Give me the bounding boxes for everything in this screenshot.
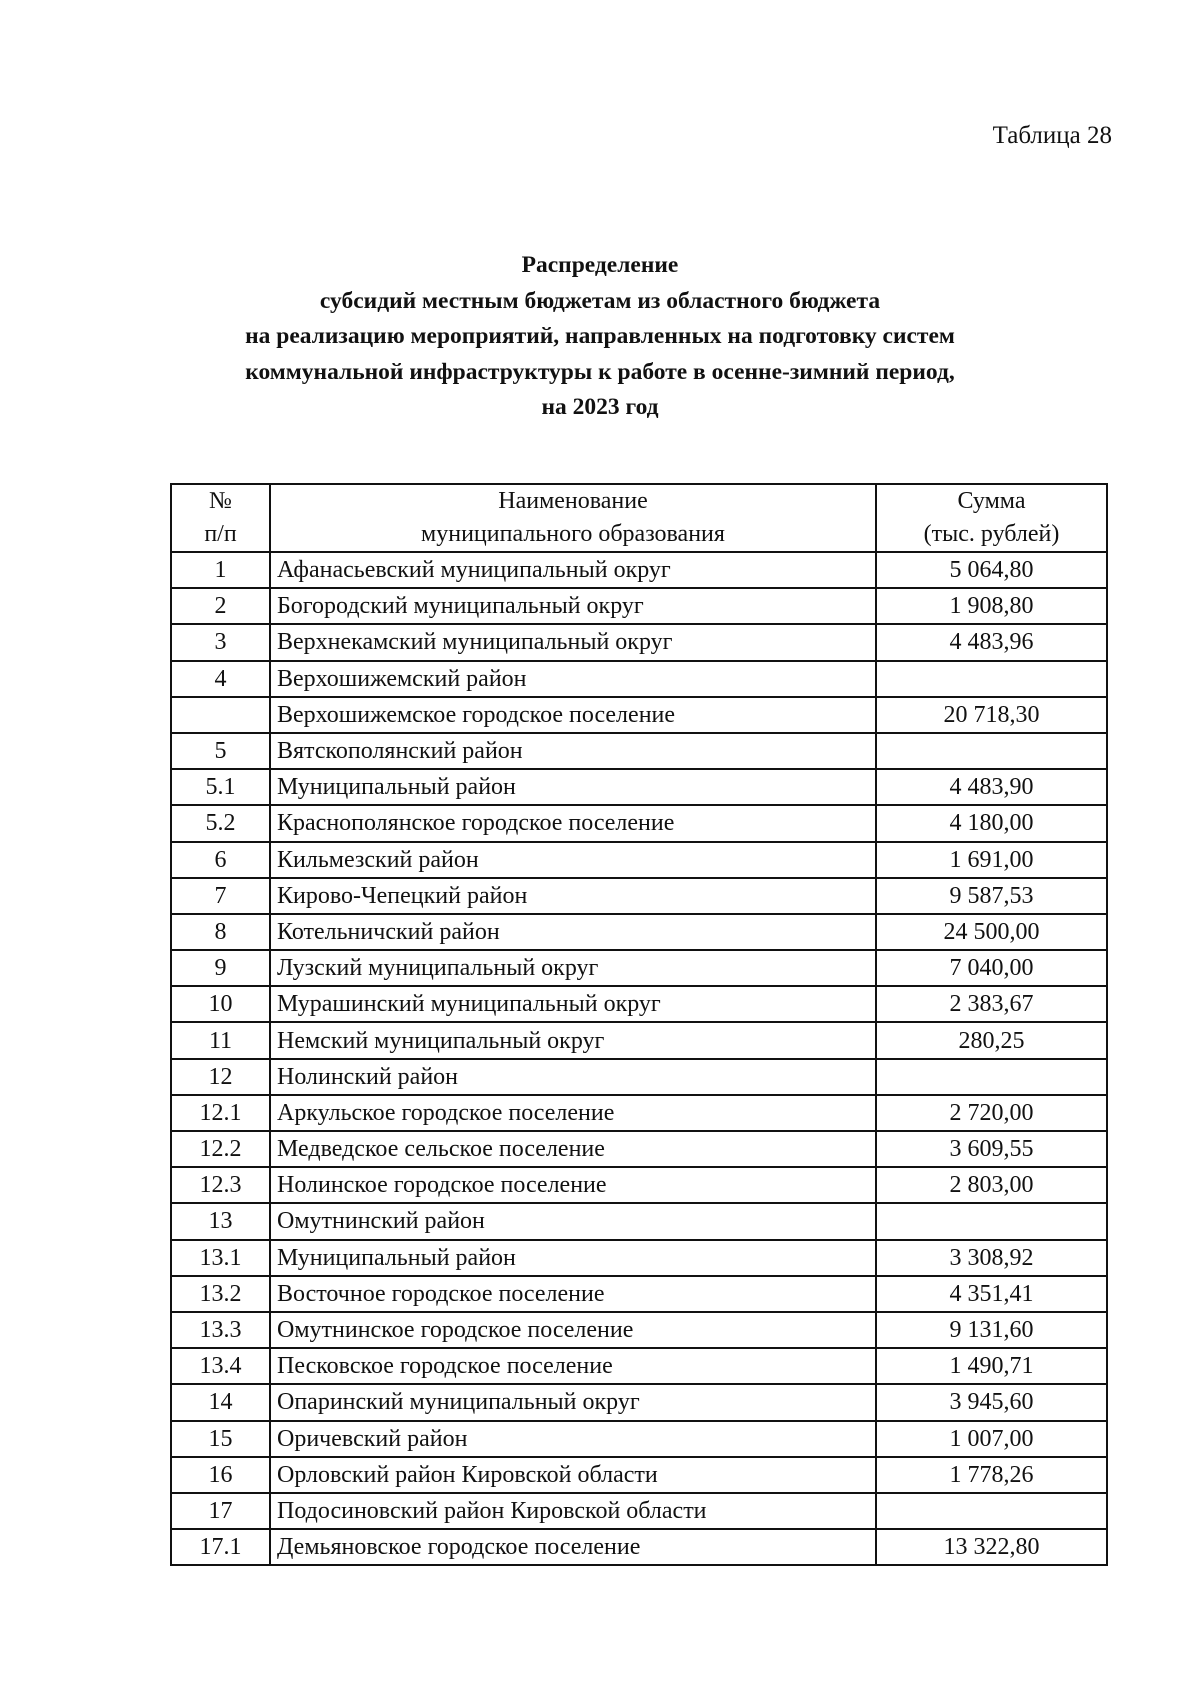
row-sum-cell: 5 064,80 (876, 552, 1107, 588)
table-body (171, 552, 1107, 1565)
row-number-cell: 13.1 (171, 1240, 270, 1276)
row-number-cell: 12 (171, 1059, 270, 1095)
row-name-cell: Мурашинский муниципальный округ (270, 986, 876, 1022)
row-number-cell: 11 (171, 1022, 270, 1058)
row-number-cell: 12.3 (171, 1167, 270, 1203)
table-row (171, 588, 1107, 624)
row-number-cell: 9 (171, 950, 270, 986)
row-number-cell: 17 (171, 1493, 270, 1529)
row-sum-cell: 4 180,00 (876, 805, 1107, 841)
row-number-cell: 5.1 (171, 769, 270, 805)
table-row (171, 1203, 1107, 1239)
row-name-cell: Оричевский район (270, 1421, 876, 1457)
row-name-cell: Омутнинское городское поселение (270, 1312, 876, 1348)
table-label: Таблица 28 (992, 122, 1112, 149)
row-sum-cell (876, 1493, 1107, 1529)
row-name-cell: Муниципальный район (270, 769, 876, 805)
row-sum-cell: 1 778,26 (876, 1457, 1107, 1493)
row-number-cell: 17.1 (171, 1529, 270, 1565)
row-name-cell: Песковское городское поселение (270, 1348, 876, 1384)
table-header-row (171, 484, 1107, 552)
subsidy-table (170, 483, 1108, 1566)
row-sum-cell: 3 308,92 (876, 1240, 1107, 1276)
table-row (171, 1457, 1107, 1493)
row-sum-cell (876, 1059, 1107, 1095)
row-sum-cell: 4 483,96 (876, 624, 1107, 660)
table-row (171, 769, 1107, 805)
table-row (171, 1167, 1107, 1203)
row-name-cell: Муниципальный район (270, 1240, 876, 1276)
table-row (171, 1421, 1107, 1457)
table-row (171, 805, 1107, 841)
row-number-cell: 14 (171, 1384, 270, 1420)
table-row (171, 914, 1107, 950)
table-row (171, 1095, 1107, 1131)
row-sum-cell: 4 483,90 (876, 769, 1107, 805)
row-name-cell: Лузский муниципальный округ (270, 950, 876, 986)
row-number-cell: 5.2 (171, 805, 270, 841)
row-name-cell: Афанасьевский муниципальный округ (270, 552, 876, 588)
row-number-cell: 6 (171, 842, 270, 878)
row-sum-cell: 2 720,00 (876, 1095, 1107, 1131)
table-row (171, 878, 1107, 914)
heading-line: Распределение (521, 252, 679, 278)
row-name-cell: Верхнекамский муниципальный округ (270, 624, 876, 660)
row-sum-cell: 9 587,53 (876, 878, 1107, 914)
row-name-cell: Демьяновское городское поселение (270, 1529, 876, 1565)
table-row (171, 842, 1107, 878)
row-sum-cell: 3 945,60 (876, 1384, 1107, 1420)
row-sum-cell (876, 661, 1107, 697)
table-row (171, 624, 1107, 660)
row-sum-cell: 24 500,00 (876, 914, 1107, 950)
row-sum-cell: 13 322,80 (876, 1529, 1107, 1565)
row-sum-cell: 20 718,30 (876, 697, 1107, 733)
row-number-cell: 2 (171, 588, 270, 624)
table-row (171, 733, 1107, 769)
row-name-cell: Опаринский муниципальный округ (270, 1384, 876, 1420)
row-number-cell: 5 (171, 733, 270, 769)
row-number-cell: 15 (171, 1421, 270, 1457)
heading-line: субсидий местным бюджетам из областного бюджета (319, 287, 881, 314)
row-name-cell: Верхошижемское городское поселение (270, 697, 876, 733)
row-sum-cell: 2 383,67 (876, 986, 1107, 1022)
row-name-cell: Омутнинский район (270, 1203, 876, 1239)
row-sum-cell: 4 351,41 (876, 1276, 1107, 1312)
row-number-cell: 13 (171, 1203, 270, 1239)
table-row (171, 950, 1107, 986)
row-name-cell: Медведское сельское поселение (270, 1131, 876, 1167)
table-row (171, 1493, 1107, 1529)
row-name-cell: Верхошижемский район (270, 661, 876, 697)
table-row (171, 661, 1107, 697)
row-number-cell: 16 (171, 1457, 270, 1493)
table-row (171, 1059, 1107, 1095)
table-row (171, 552, 1107, 588)
heading-line: коммунальной инфраструктуры к работе в осенне-зимний период, (245, 358, 955, 385)
table-row (171, 1022, 1107, 1058)
row-number-cell: 7 (171, 878, 270, 914)
column-header-name: Наименование муниципального образования (270, 484, 876, 552)
row-sum-cell: 1 908,80 (876, 588, 1107, 624)
table-row (171, 1276, 1107, 1312)
row-name-cell: Восточное городское поселение (270, 1276, 876, 1312)
table-row (171, 1384, 1107, 1420)
row-number-cell: 1 (171, 552, 270, 588)
row-sum-cell: 3 609,55 (876, 1131, 1107, 1167)
row-name-cell: Нолинское городское поселение (270, 1167, 876, 1203)
row-sum-cell: 1 490,71 (876, 1348, 1107, 1384)
row-name-cell: Немский муниципальный округ (270, 1022, 876, 1058)
row-sum-cell: 9 131,60 (876, 1312, 1107, 1348)
table-row (171, 1312, 1107, 1348)
row-sum-cell (876, 733, 1107, 769)
row-number-cell: 4 (171, 661, 270, 697)
row-number-cell: 13.4 (171, 1348, 270, 1384)
row-number-cell (171, 697, 270, 733)
row-name-cell: Подосиновский район Кировской области (270, 1493, 876, 1529)
heading-line: на реализацию мероприятий, направленных на подготовку систем (245, 323, 955, 349)
table-row (171, 986, 1107, 1022)
row-sum-cell: 7 040,00 (876, 950, 1107, 986)
row-sum-cell (876, 1203, 1107, 1239)
document-heading (0, 248, 1200, 426)
row-sum-cell: 280,25 (876, 1022, 1107, 1058)
table-row (171, 1240, 1107, 1276)
row-number-cell: 10 (171, 986, 270, 1022)
column-header-number: № п/п (171, 484, 270, 552)
row-sum-cell: 2 803,00 (876, 1167, 1107, 1203)
row-sum-cell: 1 691,00 (876, 842, 1107, 878)
row-number-cell: 13.2 (171, 1276, 270, 1312)
row-name-cell: Вятскополянский район (270, 733, 876, 769)
row-number-cell: 3 (171, 624, 270, 660)
table-row (171, 1131, 1107, 1167)
row-number-cell: 8 (171, 914, 270, 950)
row-name-cell: Котельничский район (270, 914, 876, 950)
column-header-sum: Сумма (тыс. рублей) (876, 484, 1107, 552)
row-name-cell: Аркульское городское поселение (270, 1095, 876, 1131)
row-name-cell: Богородский муниципальный округ (270, 588, 876, 624)
row-sum-cell: 1 007,00 (876, 1421, 1107, 1457)
row-name-cell: Кирово-Чепецкий район (270, 878, 876, 914)
row-name-cell: Краснополянское городское поселение (270, 805, 876, 841)
heading-line: на 2023 год (541, 394, 659, 420)
table-row (171, 1529, 1107, 1565)
table-row (171, 697, 1107, 733)
table-row (171, 1348, 1107, 1384)
row-number-cell: 12.2 (171, 1131, 270, 1167)
row-name-cell: Орловский район Кировской области (270, 1457, 876, 1493)
row-number-cell: 13.3 (171, 1312, 270, 1348)
row-name-cell: Нолинский район (270, 1059, 876, 1095)
row-number-cell: 12.1 (171, 1095, 270, 1131)
row-name-cell: Кильмезский район (270, 842, 876, 878)
